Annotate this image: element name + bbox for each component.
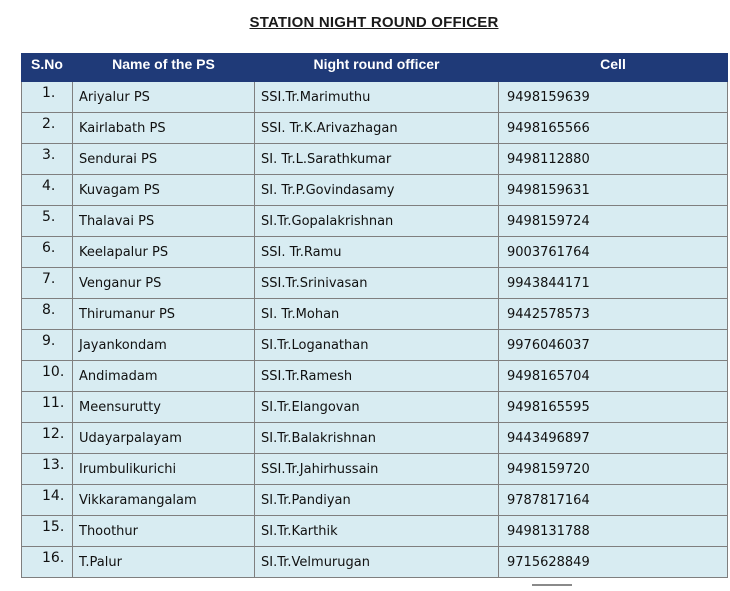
row-officer: SI.Tr.Elangovan (255, 392, 499, 423)
row-ps-name: Kuvagam PS (73, 175, 255, 206)
row-officer: SSI.Tr.Jahirhussain (255, 454, 499, 485)
row-cell-number: 9498165704 (499, 361, 728, 392)
row-sno: 14. (22, 485, 73, 516)
row-ps-name: Thoothur (73, 516, 255, 547)
row-cell-number: 9498159639 (499, 82, 728, 113)
table-row (22, 82, 728, 113)
row-sno: 10. (22, 361, 73, 392)
row-cell-number: 9498131788 (499, 516, 728, 547)
row-officer: SI. Tr.L.Sarathkumar (255, 144, 499, 175)
table-row (22, 237, 728, 268)
table-row (22, 423, 728, 454)
row-officer: SI. Tr.Mohan (255, 299, 499, 330)
table-row (22, 392, 728, 423)
row-cell-number: 9443496897 (499, 423, 728, 454)
header-cell: Cell (499, 54, 728, 82)
row-ps-name: Irumbulikurichi (73, 454, 255, 485)
row-cell-number: 9498159631 (499, 175, 728, 206)
row-ps-name: Sendurai PS (73, 144, 255, 175)
table-row (22, 361, 728, 392)
table-row (22, 547, 728, 578)
row-sno: 6. (22, 237, 73, 268)
row-sno: 15. (22, 516, 73, 547)
row-officer: SI.Tr.Velmurugan (255, 547, 499, 578)
table-header-row (22, 54, 728, 82)
row-officer: SI.Tr.Pandiyan (255, 485, 499, 516)
row-ps-name: Keelapalur PS (73, 237, 255, 268)
header-officer: Night round officer (255, 54, 499, 82)
row-ps-name: Meensurutty (73, 392, 255, 423)
row-officer: SI. Tr.P.Govindasamy (255, 175, 499, 206)
table-row (22, 485, 728, 516)
row-ps-name: Venganur PS (73, 268, 255, 299)
table-row (22, 206, 728, 237)
row-sno: 16. (22, 547, 73, 578)
row-cell-number: 9498159724 (499, 206, 728, 237)
row-officer: SI.Tr.Gopalakrishnan (255, 206, 499, 237)
night-round-table (21, 53, 728, 578)
row-sno: 5. (22, 206, 73, 237)
row-officer: SSI.Tr.Srinivasan (255, 268, 499, 299)
table-body (22, 82, 728, 578)
header-ps-name: Name of the PS (73, 54, 255, 82)
row-cell-number: 9976046037 (499, 330, 728, 361)
row-ps-name: Vikkaramangalam (73, 485, 255, 516)
row-sno: 3. (22, 144, 73, 175)
row-sno: 1. (22, 82, 73, 113)
row-ps-name: T.Palur (73, 547, 255, 578)
row-sno: 9. (22, 330, 73, 361)
table-row (22, 516, 728, 547)
row-cell-number: 9498165595 (499, 392, 728, 423)
row-cell-number: 9442578573 (499, 299, 728, 330)
row-sno: 7. (22, 268, 73, 299)
table-row (22, 299, 728, 330)
row-ps-name: Thirumanur PS (73, 299, 255, 330)
row-officer: SSI.Tr.Ramesh (255, 361, 499, 392)
row-ps-name: Thalavai PS (73, 206, 255, 237)
header-sno: S.No (22, 54, 73, 82)
row-ps-name: Jayankondam (73, 330, 255, 361)
row-cell-number: 9498165566 (499, 113, 728, 144)
row-cell-number: 9943844171 (499, 268, 728, 299)
row-cell-number: 9003761764 (499, 237, 728, 268)
document-title: STATION NIGHT ROUND OFFICER (249, 14, 499, 31)
row-ps-name: Udayarpalayam (73, 423, 255, 454)
row-officer: SI.Tr.Karthik (255, 516, 499, 547)
page-edge-mark (532, 584, 572, 589)
row-officer: SSI.Tr.Marimuthu (255, 82, 499, 113)
row-officer: SI.Tr.Balakrishnan (255, 423, 499, 454)
table-row (22, 113, 728, 144)
row-cell-number: 9787817164 (499, 485, 728, 516)
table-row (22, 144, 728, 175)
row-ps-name: Andimadam (73, 361, 255, 392)
row-sno: 2. (22, 113, 73, 144)
row-ps-name: Ariyalur PS (73, 82, 255, 113)
row-officer: SSI. Tr.Ramu (255, 237, 499, 268)
row-sno: 13. (22, 454, 73, 485)
row-sno: 12. (22, 423, 73, 454)
table-row (22, 330, 728, 361)
row-officer: SSI. Tr.K.Arivazhagan (255, 113, 499, 144)
row-cell-number: 9498112880 (499, 144, 728, 175)
row-sno: 8. (22, 299, 73, 330)
row-ps-name: Kairlabath PS (73, 113, 255, 144)
row-officer: SI.Tr.Loganathan (255, 330, 499, 361)
row-sno: 11. (22, 392, 73, 423)
row-sno: 4. (22, 175, 73, 206)
table-row (22, 175, 728, 206)
row-cell-number: 9715628849 (499, 547, 728, 578)
row-cell-number: 9498159720 (499, 454, 728, 485)
table-row (22, 454, 728, 485)
table-row (22, 268, 728, 299)
